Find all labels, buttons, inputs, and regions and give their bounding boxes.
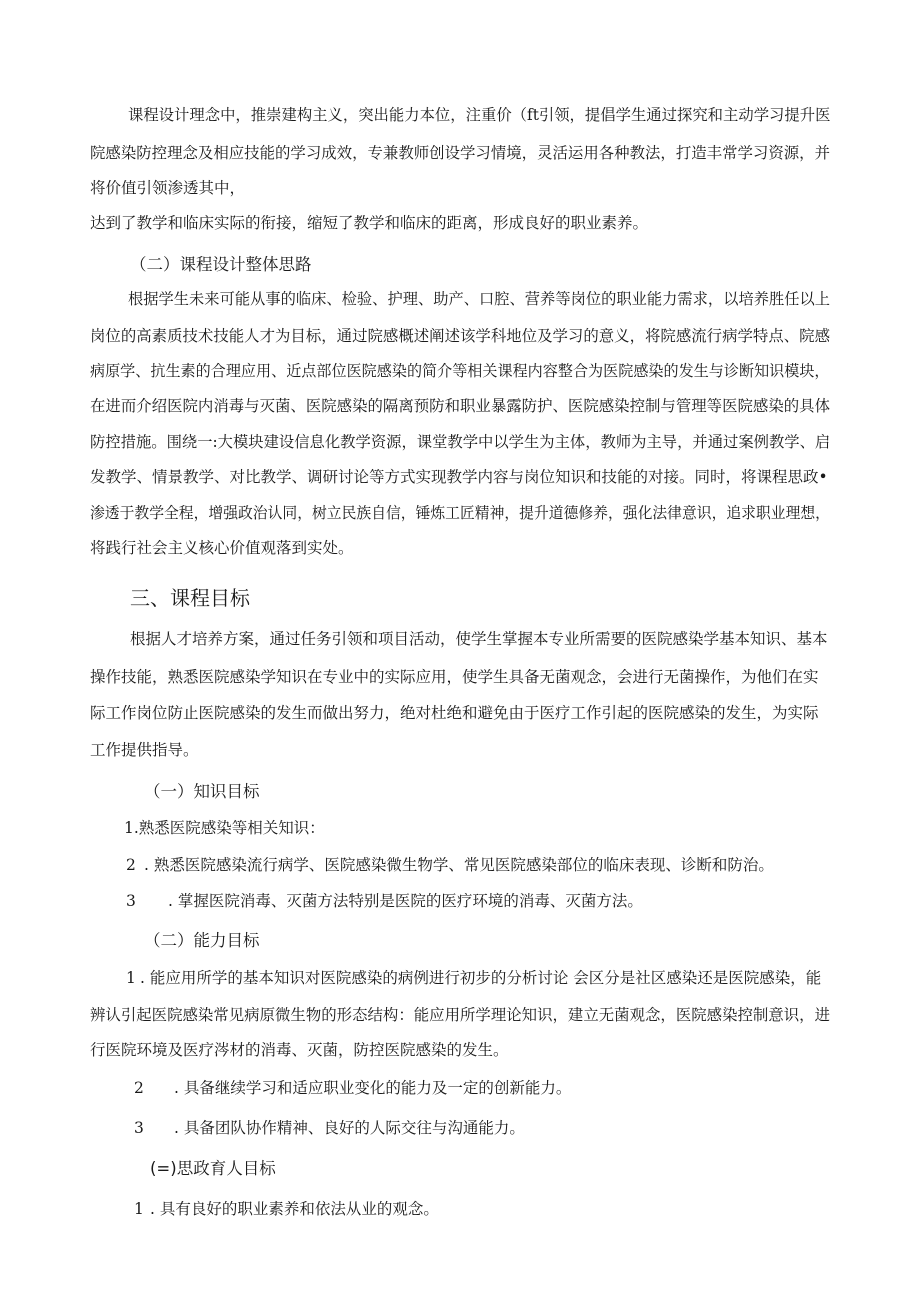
section2-line-4: 在进而介绍医院内消毒与灭菌、医院感染的隔离预防和职业暴露防护、医院感染控制与管理等医院感染的具体: [90, 397, 830, 415]
knowledge-item-1: 1.熟悉医院感染等相关知识：: [124, 819, 325, 837]
intro-line-2: 院感染防控理念及相应技能的学习成效，专兼教师创设学习情境，灵活运用各种教法，打造丰常学习资源，并: [90, 144, 830, 162]
knowledge-item-2-text: . 熟悉医院感染流行病学、医院感染微生物学、常见医院感染部位的临床表现、诊断和防治。: [144, 856, 774, 874]
section2-line-6: 发教学、情景教学、对比教学、调研讨论等方式实现教学内容与岗位知识和技能的对接。同时，将课程思政•: [90, 468, 828, 486]
ability-item-2-text: . 具备继续学习和适应职业变化的能力及一定的创新能力。: [174, 1079, 572, 1097]
ability-item-2-number: 2: [134, 1079, 144, 1097]
intro-line-3: 将价值引领渗透其中，: [90, 179, 246, 197]
intro-line-1: 课程设计理念中，推崇建构主义，突出能力本位，注重价（ft引领，提倡学生通过探究和主动学习提升医: [128, 106, 831, 124]
ability-item-1-line-3: 行医院环境及医疗涔材的消毒、灭菌，防控医院感染的发生。: [90, 1041, 509, 1059]
section2-line-8: 将践行社会主义核心价值观落到实处。: [90, 539, 354, 557]
ability-item-1-line-1: . 能应用所学的基本知识对医院感染的病例进行初步的分析讨论 会区分是社区感染还是医院感染，能: [140, 969, 822, 987]
ideology-goals-heading: (=)思政育人目标: [150, 1159, 276, 1178]
ability-item-1-line-2: 辨认引起医院感染常见病原微生物的形态结构：能应用所学理论知识，建立无菌观念，医院感染控制意识，进: [90, 1006, 830, 1024]
ideology-item-1-text: . 具有良好的职业素养和依法从业的观念。: [150, 1200, 439, 1218]
chapter3-line-3: 际工作岗位防止医院感染的发生而做出努力，绝对杜绝和避免由于医疗工作引起的医院感染的发生，为实际: [90, 704, 819, 722]
ability-goals-heading: （二）能力目标: [144, 931, 260, 950]
ideology-item-1-number: 1: [134, 1200, 144, 1218]
ability-item-3-text: . 具备团队协作精神、良好的人际交往与沟通能力。: [174, 1119, 525, 1137]
chapter3-line-1: 根据人才培养方案，通过任务引领和项目活动，使学生掌握本专业所需要的医院感染学基本知识、基本: [130, 630, 828, 648]
ability-item-1-number: 1: [126, 969, 136, 987]
chapter-heading-goals: 三、课程目标: [130, 586, 250, 610]
knowledge-goals-heading: （一）知识目标: [144, 782, 260, 801]
section2-line-3: 病原学、抗生素的合理应用、近点部位医院感染的简介等相关课程内容整合为医院感染的发生与诊断知识模块，: [90, 362, 830, 380]
ability-item-3-number: 3: [134, 1119, 144, 1137]
section2-line-2: 岗位的高素质技术技能人才为目标，通过院感概述阐述该学科地位及学习的意义，将院感流行病学特点、院感: [90, 327, 830, 345]
section2-line-1: 根据学生未来可能从事的临床、检验、护理、助产、口腔、营养等岗位的职业能力需求，以培养胜任以上: [128, 290, 831, 308]
intro-line-4: 达到了教学和临床实际的衔接，缩短了教学和临床的距离，形成良好的职业素养。: [90, 214, 649, 232]
knowledge-item-3-text: . 掌握医院消毒、灭菌方法特别是医院的医疗环境的消毒、灭菌方法。: [168, 892, 643, 910]
section2-line-5: 防控措施。围绕一:大模块建设信息化教学资源，课堂教学中以学生为主体，教师为主导，并通过案例教学、启: [90, 433, 831, 451]
chapter3-line-4: 工作提供指导。: [90, 741, 199, 759]
chapter3-line-2: 操作技能，熟悉医院感染学知识在专业中的实际应用，使学生具备无菌观念，会进行无菌操作，为他们在实: [90, 668, 819, 686]
section-heading-design: （二）课程设计整体思路: [130, 255, 312, 274]
knowledge-item-3-number: 3: [126, 892, 136, 910]
knowledge-item-2-number: 2: [126, 856, 136, 874]
section2-line-7: 渗透于教学全程，增强政治认同，树立民族自信，锤炼工匠精神，提升道德修养，强化法律意识，追求职业理想，: [90, 504, 830, 522]
